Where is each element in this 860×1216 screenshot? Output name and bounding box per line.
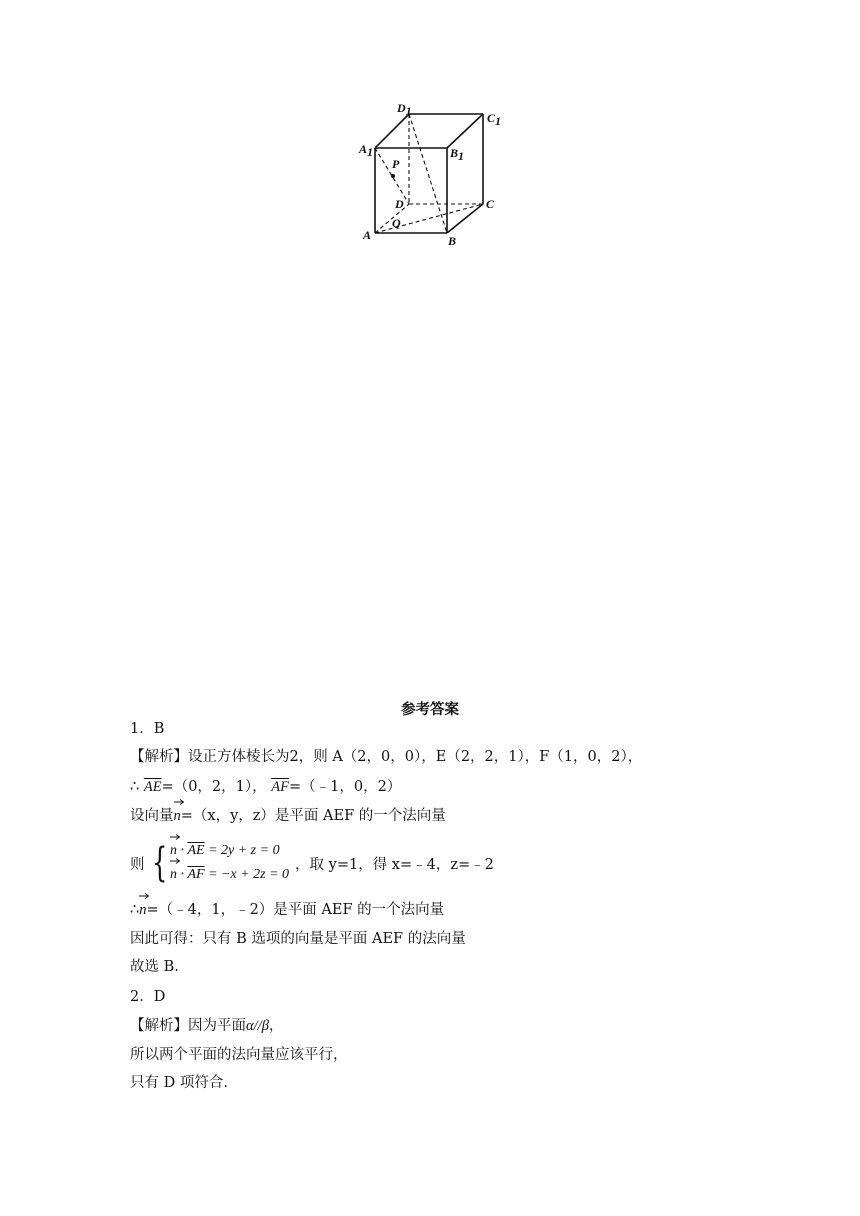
then-label: 则 (130, 856, 145, 873)
label-C1: C1 (487, 111, 502, 128)
point-P (391, 174, 395, 178)
vector-AE: $\overline{AE}$ (187, 843, 205, 858)
vector-AF-value: =（﹣1，0，2） (288, 779, 402, 795)
label-P: P (392, 157, 400, 171)
q1-conclusion: 因此可得：只有 B 选项的向量是平面 AEF 的法向量 (130, 931, 466, 947)
vector-AE-value: =（0，2，1）， (161, 779, 267, 795)
vector-n: n (139, 900, 146, 920)
left-brace: { (151, 840, 167, 886)
q1-explanation-line1: 【解析】设正方体棱长为2，则 A（2，0，0），E（2，2，1），F（1，0，2）， (130, 749, 643, 765)
label-B: B (448, 234, 457, 248)
label-D1: D1 (397, 101, 412, 118)
cube-figure (355, 96, 515, 256)
q2-explanation-line2: 所以两个平面的法向量应该平行， (130, 1047, 348, 1063)
take-values-text: ，取 y=1，得 x=﹣4，z=﹣2 (295, 856, 494, 873)
label-B1: B1 (450, 146, 465, 163)
answers-title: 参考答案 (401, 701, 459, 718)
q2-explanation-line1: 【解析】因为平面α//β， (130, 1018, 284, 1034)
vector-n: n (170, 841, 177, 861)
vector-n: n (170, 865, 177, 885)
therefore-symbol: ∴ (130, 779, 140, 795)
alpha-symbol: α (246, 1018, 254, 1034)
vector-AF: $\overline{AF}$ (271, 779, 289, 795)
label-C: C (486, 197, 495, 211)
parallel-symbol: // (253, 1018, 262, 1034)
label-Q: Q (392, 216, 401, 230)
equation-2: n · $\overline{AF} = -x + 2z = 0$ (170, 865, 289, 885)
label-D: D (395, 197, 404, 211)
equation-1: n · $\overline{AE} = 2y + z = 0$ (170, 841, 289, 861)
segment-D1-B (409, 114, 447, 233)
edge-B1-C1 (447, 114, 483, 148)
vector-n: n (174, 806, 181, 826)
equations (170, 841, 289, 885)
label-A1: A1 (359, 142, 374, 159)
set-vector-suffix: =（x，y，z）是平面 AEF 的一个法向量 (180, 808, 446, 824)
set-vector-prefix: 设向量 (130, 808, 174, 824)
edge-A1-D1 (375, 114, 409, 148)
normal-result-text: =（﹣4，1，﹣2）是平面 AEF 的一个法向量 (146, 902, 445, 918)
vector-AE: $\overline{AE}$ (143, 779, 162, 795)
q1-vectors-line (130, 777, 401, 797)
q1-set-normal-line (130, 806, 446, 826)
q2-explanation-line3: 只有 D 项符合. (130, 1075, 228, 1091)
therefore-symbol: ∴ (130, 902, 140, 918)
q1-answer: 1．B (130, 721, 165, 737)
q1-normal-result-line (130, 900, 444, 920)
q2-answer: 2．D (130, 989, 166, 1005)
label-A: A (363, 228, 372, 242)
vector-AF: $\overline{AF}$ (187, 867, 205, 882)
q1-choice: 故选 B. (130, 959, 179, 975)
equation-system (130, 840, 494, 886)
beta-symbol: β (261, 1018, 269, 1034)
